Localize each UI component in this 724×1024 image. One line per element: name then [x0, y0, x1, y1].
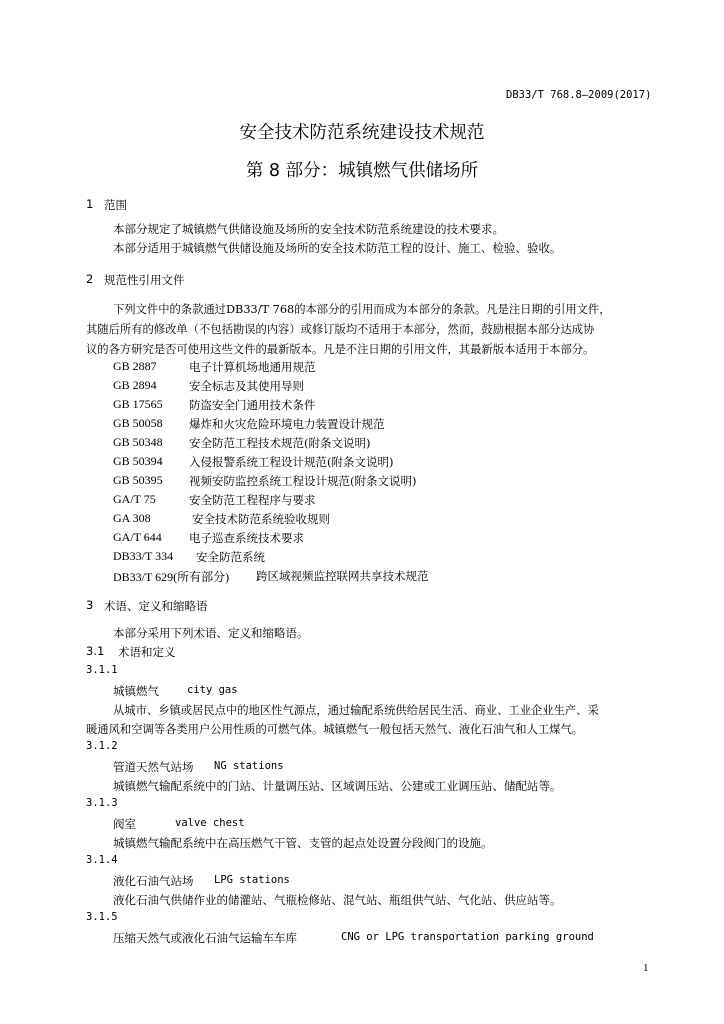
- term-number: 3.1.5: [86, 911, 118, 923]
- subsection-heading: 术语和定义: [118, 645, 176, 659]
- term-definition: 暖通风和空调等各类用户公用性质的可燃气体。城镇燃气一般包括天然气、液化石油气和人工煤气。: [86, 723, 584, 736]
- reference-code: GB 50058: [113, 416, 163, 430]
- reference-code: GB 2887: [113, 359, 157, 373]
- term-name: 液化石油气站场: [113, 874, 194, 888]
- section-heading: 规范性引用文件: [104, 273, 185, 287]
- reference-title: 视频安防监控系统工程设计规范(附条文说明): [189, 474, 417, 488]
- paragraph: 本部分采用下列术语、定义和缩略语。: [113, 626, 309, 640]
- reference-title: 防盗安全门通用技术条件: [189, 398, 316, 412]
- term-definition: 从城市、乡镇或居民点中的地区性气源点，通过输配系统供给居民生活、商业、工业企业生产、采: [113, 704, 599, 717]
- reference-code: GA/T 644: [113, 530, 162, 544]
- subsection-number: 3.1: [86, 644, 105, 658]
- term-english: NG stations: [214, 760, 284, 772]
- reference-title: 安全技术防范系统验收规则: [192, 512, 330, 526]
- term-english: CNG or LPG transportation parking ground: [341, 931, 594, 943]
- section-heading: 术语、定义和缩略语: [104, 599, 208, 613]
- reference-title: 安全标志及其使用导则: [189, 379, 304, 393]
- section-number: 2: [86, 272, 94, 286]
- reference-code: DB33/T 629(所有部分): [113, 570, 230, 584]
- reference-code: GB 50394: [113, 454, 163, 468]
- reference-code: GA 308: [113, 511, 151, 525]
- reference-code: GA/T 75: [113, 492, 156, 506]
- term-english: LPG stations: [214, 874, 290, 886]
- reference-code: GB 17565: [113, 397, 163, 411]
- reference-code: GB 50348: [113, 435, 163, 449]
- term-definition: 城镇燃气输配系统中的门站、计量调压站、区域调压站、公建或工业调压站、储配站等。: [113, 779, 562, 793]
- reference-title: 安全防范系统: [196, 550, 265, 564]
- term-name: 压缩天然气或液化石油气运输车车库: [113, 931, 297, 945]
- reference-title: 入侵报警系统工程设计规范(附条文说明): [189, 455, 394, 469]
- document-subtitle: 第 8 部分：城镇燃气供储场所: [245, 161, 479, 181]
- reference-title: 爆炸和火灾危险环境电力装置设计规范: [189, 417, 385, 431]
- reference-code: GB 2894: [113, 378, 157, 392]
- term-definition: 液化石油气供储作业的储灌站、气瓶检修站、混气站、瓶组供气站、气化站、供应站等。: [113, 893, 562, 907]
- paragraph-line: 议的各方研究是否可使用这些文件的最新版本。凡是不注日期的引用文件，其最新版本适用于本部分。: [86, 343, 595, 356]
- term-name: 阀室: [113, 817, 136, 831]
- document-title: 安全技术防范系统建设技术规范: [239, 123, 485, 143]
- document-code: DB33/T 768.8—2009(2017): [506, 89, 652, 101]
- term-name: 城镇燃气: [113, 684, 159, 698]
- reference-title: 电子巡查系统技术要求: [189, 531, 304, 545]
- term-english: valve chest: [175, 817, 245, 829]
- reference-code: DB33/T 334: [113, 549, 174, 563]
- term-number: 3.1.1: [86, 664, 118, 676]
- term-name: 管道天然气站场: [113, 760, 194, 774]
- section-number: 3: [86, 598, 94, 612]
- term-english: city gas: [187, 684, 238, 696]
- reference-title: 电子计算机场地通用规范: [189, 360, 316, 374]
- term-definition: 城镇燃气输配系统中在高压燃气干管、支管的起点处设置分段阀门的设施。: [113, 836, 493, 850]
- reference-title: 跨区域视频监控联网共享技术规范: [256, 569, 429, 583]
- term-number: 3.1.3: [86, 797, 118, 809]
- reference-title: 安全防范工程程序与要求: [189, 493, 316, 507]
- paragraph-line: 其随后所有的修改单（不包括勘误的内容）或修订版均不适用于本部分，然而，鼓励根据本部分达成协: [86, 323, 595, 336]
- page-number: 1: [643, 962, 649, 974]
- reference-title: 安全防范工程技术规范(附条文说明): [189, 436, 371, 450]
- section-heading: 范围: [104, 198, 127, 212]
- paragraph: 本部分适用于城镇燃气供储设施及场所的安全技术防范工程的设计、施工、检验、验收。: [113, 241, 562, 255]
- paragraph-line: 下列文件中的条款通过DB33/T 768的本部分的引用而成为本部分的条款。凡是注日期的引用文件，: [113, 303, 611, 316]
- reference-code: GB 50395: [113, 473, 163, 487]
- section-number: 1: [86, 197, 94, 211]
- paragraph: 本部分规定了城镇燃气供储设施及场所的安全技术防范系统建设的技术要求。: [113, 222, 504, 236]
- term-number: 3.1.2: [86, 740, 118, 752]
- term-number: 3.1.4: [86, 854, 118, 866]
